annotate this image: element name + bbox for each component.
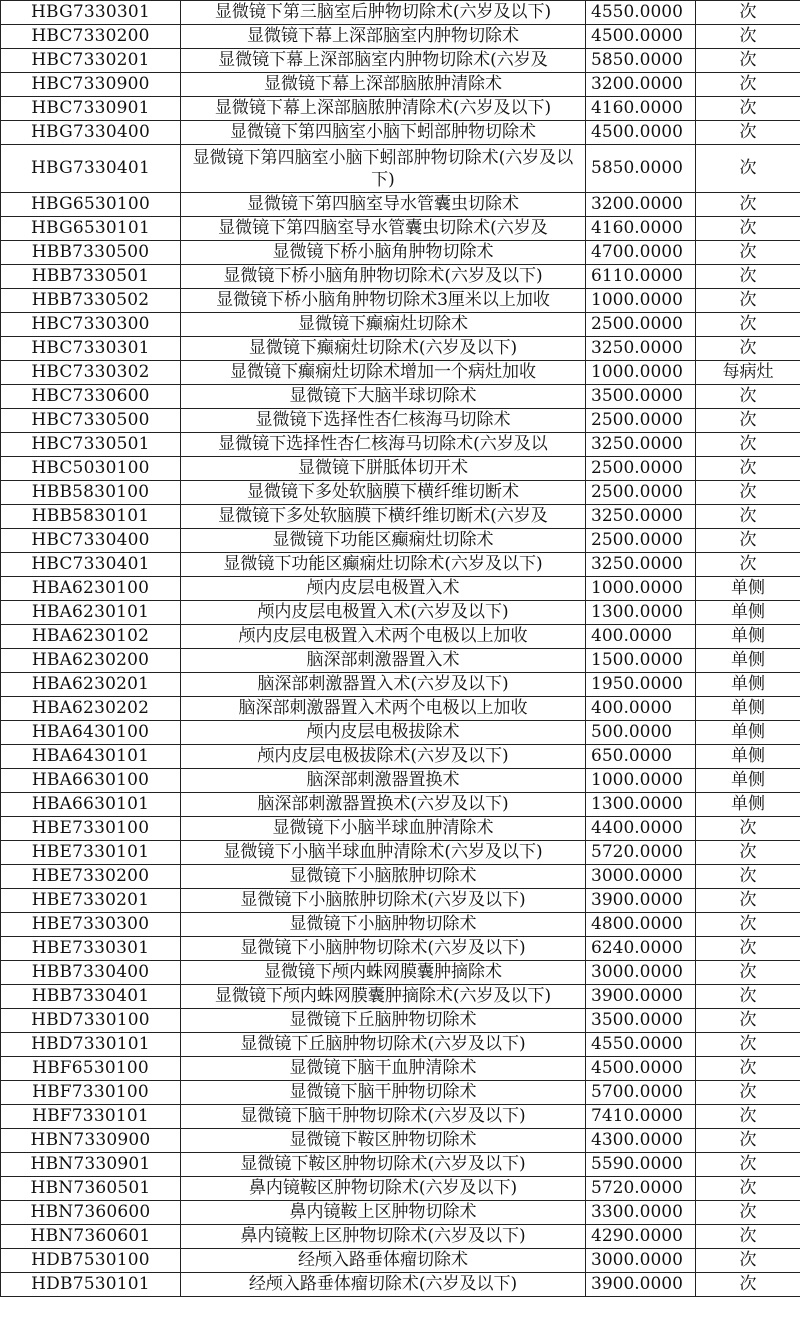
- item-code-cell: HBF6530100: [1, 1057, 181, 1081]
- item-unit-cell: 次: [696, 457, 800, 481]
- table-row: [1, 97, 800, 121]
- table-row: [1, 121, 800, 145]
- item-price-cell: 3250.0000: [586, 337, 696, 361]
- item-name-cell: 颅内皮层电极置入术(六岁及以下): [181, 601, 586, 625]
- item-code-cell: HDB7530101: [1, 1273, 181, 1297]
- item-name-cell: 显微镜下丘脑肿物切除术: [181, 1009, 586, 1033]
- table-row: [1, 1057, 800, 1081]
- item-code-cell: HDB7530100: [1, 1249, 181, 1273]
- item-name-cell: 显微镜下小脑肿物切除术: [181, 913, 586, 937]
- item-unit-cell: 次: [696, 289, 800, 313]
- table-row: [1, 1249, 800, 1273]
- item-code-cell: HBB7330502: [1, 289, 181, 313]
- item-price-cell: 3250.0000: [586, 433, 696, 457]
- item-price-cell: 3500.0000: [586, 1009, 696, 1033]
- item-name-cell: 显微镜下选择性杏仁核海马切除术(六岁及以: [181, 433, 586, 457]
- item-name-cell: 颅内皮层电极置入术: [181, 577, 586, 601]
- item-price-cell: 400.0000: [586, 625, 696, 649]
- item-code-cell: HBA6230101: [1, 601, 181, 625]
- item-unit-cell: 次: [696, 505, 800, 529]
- item-code-cell: HBC7330500: [1, 409, 181, 433]
- item-unit-cell: 次: [696, 385, 800, 409]
- item-name-cell: 显微镜下桥小脑角肿物切除术(六岁及以下): [181, 265, 586, 289]
- item-name-cell: 显微镜下幕上深部脑脓肿清除术: [181, 73, 586, 97]
- item-unit-cell: 次: [696, 337, 800, 361]
- item-code-cell: HBE7330101: [1, 841, 181, 865]
- table-row: [1, 385, 800, 409]
- item-price-cell: 3900.0000: [586, 889, 696, 913]
- table-row: [1, 625, 800, 649]
- item-code-cell: HBA6230102: [1, 625, 181, 649]
- item-name-cell: 显微镜下小脑肿物切除术(六岁及以下): [181, 937, 586, 961]
- table-row: [1, 337, 800, 361]
- item-price-cell: 4160.0000: [586, 97, 696, 121]
- item-unit-cell: 次: [696, 433, 800, 457]
- table-row: [1, 673, 800, 697]
- item-unit-cell: 单侧: [696, 721, 800, 745]
- item-code-cell: HBC7330201: [1, 49, 181, 73]
- table-row: [1, 433, 800, 457]
- item-price-cell: 1300.0000: [586, 601, 696, 625]
- item-price-cell: 4160.0000: [586, 217, 696, 241]
- item-code-cell: HBC7330302: [1, 361, 181, 385]
- item-name-cell: 显微镜下第四脑室导水管囊虫切除术(六岁及: [181, 217, 586, 241]
- item-code-cell: HBE7330200: [1, 865, 181, 889]
- item-unit-cell: 次: [696, 49, 800, 73]
- item-name-cell: 显微镜下小脑脓肿切除术(六岁及以下): [181, 889, 586, 913]
- item-unit-cell: 单侧: [696, 649, 800, 673]
- table-row: [1, 265, 800, 289]
- table-row: [1, 361, 800, 385]
- item-code-cell: HBN7360501: [1, 1177, 181, 1201]
- item-price-cell: 1000.0000: [586, 577, 696, 601]
- item-price-cell: 3900.0000: [586, 985, 696, 1009]
- item-unit-cell: 次: [696, 97, 800, 121]
- item-code-cell: HBG7330400: [1, 121, 181, 145]
- table-row: [1, 745, 800, 769]
- item-code-cell: HBG6530101: [1, 217, 181, 241]
- item-name-cell: 显微镜下幕上深部脑室内肿物切除术(六岁及: [181, 49, 586, 73]
- item-unit-cell: 次: [696, 961, 800, 985]
- item-code-cell: HBB5830100: [1, 481, 181, 505]
- item-unit-cell: 次: [696, 1009, 800, 1033]
- item-price-cell: 2500.0000: [586, 529, 696, 553]
- table-row: [1, 817, 800, 841]
- item-name-cell: 显微镜下大脑半球切除术: [181, 385, 586, 409]
- item-unit-cell: 单侧: [696, 673, 800, 697]
- table-row: [1, 577, 800, 601]
- item-unit-cell: 单侧: [696, 625, 800, 649]
- item-code-cell: HBE7330100: [1, 817, 181, 841]
- item-name-cell: 显微镜下多处软脑膜下横纤维切断术: [181, 481, 586, 505]
- item-unit-cell: 单侧: [696, 601, 800, 625]
- item-price-cell: 2500.0000: [586, 313, 696, 337]
- item-price-cell: 7410.0000: [586, 1105, 696, 1129]
- item-name-cell: 经颅入路垂体瘤切除术(六岁及以下): [181, 1273, 586, 1297]
- item-code-cell: HBA6630100: [1, 769, 181, 793]
- table-row: [1, 49, 800, 73]
- table-row: [1, 313, 800, 337]
- item-unit-cell: 次: [696, 841, 800, 865]
- item-name-cell: 显微镜下选择性杏仁核海马切除术: [181, 409, 586, 433]
- item-price-cell: 3500.0000: [586, 385, 696, 409]
- item-name-cell: 显微镜下颅内蛛网膜囊肿摘除术(六岁及以下): [181, 985, 586, 1009]
- table-row: [1, 553, 800, 577]
- item-code-cell: HBC5030100: [1, 457, 181, 481]
- item-code-cell: HBG6530100: [1, 193, 181, 217]
- item-price-cell: 400.0000: [586, 697, 696, 721]
- item-code-cell: HBD7330101: [1, 1033, 181, 1057]
- item-price-cell: 1950.0000: [586, 673, 696, 697]
- table-row: [1, 721, 800, 745]
- item-price-cell: 3000.0000: [586, 961, 696, 985]
- item-price-cell: 1000.0000: [586, 361, 696, 385]
- table-row: [1, 505, 800, 529]
- item-price-cell: 4550.0000: [586, 1033, 696, 1057]
- item-name-cell: 经颅入路垂体瘤切除术: [181, 1249, 586, 1273]
- item-unit-cell: 次: [696, 1, 800, 25]
- item-unit-cell: 每病灶: [696, 361, 800, 385]
- item-code-cell: HBB7330401: [1, 985, 181, 1009]
- item-price-cell: 1500.0000: [586, 649, 696, 673]
- item-code-cell: HBC7330400: [1, 529, 181, 553]
- item-code-cell: HBN7330901: [1, 1153, 181, 1177]
- item-price-cell: 1000.0000: [586, 289, 696, 313]
- item-name-cell: 颅内皮层电极拔除术(六岁及以下): [181, 745, 586, 769]
- item-code-cell: HBC7330901: [1, 97, 181, 121]
- item-price-cell: 5850.0000: [586, 145, 696, 193]
- item-name-cell: 鼻内镜鞍上区肿物切除术: [181, 1201, 586, 1225]
- item-unit-cell: 次: [696, 265, 800, 289]
- item-price-cell: 4500.0000: [586, 121, 696, 145]
- table-row: [1, 937, 800, 961]
- item-name-cell: 显微镜下脑干肿物切除术: [181, 1081, 586, 1105]
- item-name-cell: 显微镜下胼胝体切开术: [181, 457, 586, 481]
- table-row: [1, 1033, 800, 1057]
- item-name-cell: 显微镜下第四脑室小脑下蚓部肿物切除术: [181, 121, 586, 145]
- item-name-cell: 显微镜下丘脑肿物切除术(六岁及以下): [181, 1033, 586, 1057]
- item-price-cell: 4300.0000: [586, 1129, 696, 1153]
- table-row: [1, 289, 800, 313]
- item-code-cell: HBA6630101: [1, 793, 181, 817]
- item-name-cell: 显微镜下幕上深部脑室内肿物切除术: [181, 25, 586, 49]
- item-price-cell: 6110.0000: [586, 265, 696, 289]
- table-row: [1, 1201, 800, 1225]
- item-code-cell: HBA6230100: [1, 577, 181, 601]
- item-price-cell: 3200.0000: [586, 193, 696, 217]
- item-name-cell: 鼻内镜鞍上区肿物切除术(六岁及以下): [181, 1225, 586, 1249]
- item-code-cell: HBB7330400: [1, 961, 181, 985]
- item-unit-cell: 次: [696, 25, 800, 49]
- item-code-cell: HBG7330401: [1, 145, 181, 193]
- item-name-cell: 显微镜下桥小脑角肿物切除术3厘米以上加收: [181, 289, 586, 313]
- item-name-cell: 显微镜下癫痫灶切除术: [181, 313, 586, 337]
- item-price-cell: 5590.0000: [586, 1153, 696, 1177]
- table-row: [1, 697, 800, 721]
- item-unit-cell: 次: [696, 1153, 800, 1177]
- item-price-cell: 3900.0000: [586, 1273, 696, 1297]
- table-row: [1, 1009, 800, 1033]
- item-name-cell: 显微镜下多处软脑膜下横纤维切断术(六岁及: [181, 505, 586, 529]
- item-unit-cell: 单侧: [696, 769, 800, 793]
- item-unit-cell: 次: [696, 1201, 800, 1225]
- item-unit-cell: 次: [696, 1273, 800, 1297]
- item-unit-cell: 单侧: [696, 745, 800, 769]
- table-row: [1, 1177, 800, 1201]
- item-unit-cell: 次: [696, 145, 800, 193]
- item-name-cell: 显微镜下第三脑室后肿物切除术(六岁及以下): [181, 1, 586, 25]
- item-code-cell: HBG7330301: [1, 1, 181, 25]
- item-price-cell: 4290.0000: [586, 1225, 696, 1249]
- item-unit-cell: 次: [696, 817, 800, 841]
- item-price-cell: 4500.0000: [586, 25, 696, 49]
- table-body: [1, 1, 800, 1297]
- table-row: [1, 1273, 800, 1297]
- table-row: [1, 793, 800, 817]
- item-code-cell: HBE7330201: [1, 889, 181, 913]
- item-price-cell: 500.0000: [586, 721, 696, 745]
- item-price-cell: 2500.0000: [586, 409, 696, 433]
- table-row: [1, 481, 800, 505]
- item-name-cell: 显微镜下小脑半球血肿清除术: [181, 817, 586, 841]
- item-price-cell: 2500.0000: [586, 457, 696, 481]
- item-code-cell: HBD7330100: [1, 1009, 181, 1033]
- item-name-cell: 显微镜下功能区癫痫灶切除术(六岁及以下): [181, 553, 586, 577]
- item-name-cell: 显微镜下功能区癫痫灶切除术: [181, 529, 586, 553]
- item-unit-cell: 次: [696, 1105, 800, 1129]
- item-code-cell: HBN7330900: [1, 1129, 181, 1153]
- item-name-cell: 鼻内镜鞍区肿物切除术(六岁及以下): [181, 1177, 586, 1201]
- item-price-cell: 5850.0000: [586, 49, 696, 73]
- item-code-cell: HBE7330301: [1, 937, 181, 961]
- item-code-cell: HBA6230201: [1, 673, 181, 697]
- item-unit-cell: 次: [696, 313, 800, 337]
- item-name-cell: 颅内皮层电极置入术两个电极以上加收: [181, 625, 586, 649]
- item-code-cell: HBA6430101: [1, 745, 181, 769]
- table-row: [1, 25, 800, 49]
- item-unit-cell: 次: [696, 1129, 800, 1153]
- item-code-cell: HBF7330100: [1, 1081, 181, 1105]
- item-unit-cell: 次: [696, 241, 800, 265]
- item-code-cell: HBC7330401: [1, 553, 181, 577]
- item-unit-cell: 次: [696, 481, 800, 505]
- item-name-cell: 显微镜下脑干血肿清除术: [181, 1057, 586, 1081]
- item-name-cell: 显微镜下第四脑室导水管囊虫切除术: [181, 193, 586, 217]
- item-price-cell: 1300.0000: [586, 793, 696, 817]
- table-row: [1, 841, 800, 865]
- table-row: [1, 1, 800, 25]
- item-unit-cell: 次: [696, 1177, 800, 1201]
- item-price-cell: 3250.0000: [586, 505, 696, 529]
- item-unit-cell: 次: [696, 985, 800, 1009]
- item-name-cell: 颅内皮层电极拔除术: [181, 721, 586, 745]
- item-unit-cell: 次: [696, 193, 800, 217]
- table-row: [1, 1153, 800, 1177]
- item-name-cell: 显微镜下鞍区肿物切除术: [181, 1129, 586, 1153]
- table-row: [1, 1225, 800, 1249]
- item-name-cell: 脑深部刺激器置换术(六岁及以下): [181, 793, 586, 817]
- item-name-cell: 显微镜下癫痫灶切除术(六岁及以下): [181, 337, 586, 361]
- item-name-cell: 显微镜下小脑半球血肿清除术(六岁及以下): [181, 841, 586, 865]
- item-price-cell: 4500.0000: [586, 1057, 696, 1081]
- table-row: [1, 601, 800, 625]
- table-row: [1, 1081, 800, 1105]
- item-unit-cell: 次: [696, 913, 800, 937]
- item-price-cell: 4550.0000: [586, 1, 696, 25]
- table-row: [1, 913, 800, 937]
- item-unit-cell: 次: [696, 1225, 800, 1249]
- item-name-cell: 显微镜下颅内蛛网膜囊肿摘除术: [181, 961, 586, 985]
- item-unit-cell: 次: [696, 1057, 800, 1081]
- table-row: [1, 73, 800, 97]
- item-code-cell: HBA6430100: [1, 721, 181, 745]
- item-name-cell: 显微镜下鞍区肿物切除术(六岁及以下): [181, 1153, 586, 1177]
- item-unit-cell: 次: [696, 553, 800, 577]
- table-row: [1, 961, 800, 985]
- item-unit-cell: 次: [696, 529, 800, 553]
- table-row: [1, 985, 800, 1009]
- table-row: [1, 457, 800, 481]
- item-price-cell: 3000.0000: [586, 865, 696, 889]
- item-price-cell: 4700.0000: [586, 241, 696, 265]
- item-unit-cell: 单侧: [696, 577, 800, 601]
- table-row: [1, 241, 800, 265]
- item-price-cell: 3200.0000: [586, 73, 696, 97]
- item-code-cell: HBB5830101: [1, 505, 181, 529]
- item-price-cell: 4800.0000: [586, 913, 696, 937]
- item-name-cell: 脑深部刺激器置换术: [181, 769, 586, 793]
- item-name-cell: 显微镜下小脑脓肿切除术: [181, 865, 586, 889]
- item-price-cell: 6240.0000: [586, 937, 696, 961]
- item-code-cell: HBC7330501: [1, 433, 181, 457]
- item-price-cell: 2500.0000: [586, 481, 696, 505]
- table-row: [1, 769, 800, 793]
- table-row: [1, 217, 800, 241]
- item-code-cell: HBA6230200: [1, 649, 181, 673]
- item-price-cell: 5700.0000: [586, 1081, 696, 1105]
- table-row: [1, 1129, 800, 1153]
- item-unit-cell: 次: [696, 121, 800, 145]
- item-unit-cell: 次: [696, 1249, 800, 1273]
- item-code-cell: HBB7330500: [1, 241, 181, 265]
- item-name-cell: 显微镜下桥小脑角肿物切除术: [181, 241, 586, 265]
- item-unit-cell: 次: [696, 937, 800, 961]
- item-unit-cell: 次: [696, 409, 800, 433]
- item-price-cell: 650.0000: [586, 745, 696, 769]
- item-name-cell: 显微镜下幕上深部脑脓肿清除术(六岁及以下): [181, 97, 586, 121]
- item-unit-cell: 次: [696, 73, 800, 97]
- table-row: [1, 145, 800, 193]
- item-price-cell: 5720.0000: [586, 841, 696, 865]
- item-price-cell: 4400.0000: [586, 817, 696, 841]
- table-row: [1, 865, 800, 889]
- item-name-cell: 脑深部刺激器置入术: [181, 649, 586, 673]
- item-unit-cell: 次: [696, 1033, 800, 1057]
- item-code-cell: HBB7330501: [1, 265, 181, 289]
- item-unit-cell: 次: [696, 217, 800, 241]
- table-row: [1, 409, 800, 433]
- item-price-cell: 3000.0000: [586, 1249, 696, 1273]
- item-price-cell: 3250.0000: [586, 553, 696, 577]
- item-name-cell: 显微镜下脑干肿物切除术(六岁及以下): [181, 1105, 586, 1129]
- item-code-cell: HBC7330301: [1, 337, 181, 361]
- item-name-cell: 显微镜下第四脑室小脑下蚓部肿物切除术(六岁及以下): [181, 145, 586, 193]
- item-unit-cell: 单侧: [696, 793, 800, 817]
- table-row: [1, 193, 800, 217]
- item-code-cell: HBC7330300: [1, 313, 181, 337]
- item-name-cell: 脑深部刺激器置入术(六岁及以下): [181, 673, 586, 697]
- item-code-cell: HBA6230202: [1, 697, 181, 721]
- item-unit-cell: 次: [696, 865, 800, 889]
- item-code-cell: HBF7330101: [1, 1105, 181, 1129]
- item-price-cell: 1000.0000: [586, 769, 696, 793]
- table-row: [1, 529, 800, 553]
- item-code-cell: HBC7330600: [1, 385, 181, 409]
- item-name-cell: 脑深部刺激器置入术两个电极以上加收: [181, 697, 586, 721]
- item-name-cell: 显微镜下癫痫灶切除术增加一个病灶加收: [181, 361, 586, 385]
- item-code-cell: HBC7330900: [1, 73, 181, 97]
- item-price-cell: 5720.0000: [586, 1177, 696, 1201]
- item-code-cell: HBC7330200: [1, 25, 181, 49]
- table-row: [1, 889, 800, 913]
- item-code-cell: HBN7360601: [1, 1225, 181, 1249]
- table-row: [1, 649, 800, 673]
- item-unit-cell: 单侧: [696, 697, 800, 721]
- table-row: [1, 1105, 800, 1129]
- item-code-cell: HBN7360600: [1, 1201, 181, 1225]
- item-unit-cell: 次: [696, 889, 800, 913]
- item-unit-cell: 次: [696, 1081, 800, 1105]
- item-price-cell: 3300.0000: [586, 1201, 696, 1225]
- item-code-cell: HBE7330300: [1, 913, 181, 937]
